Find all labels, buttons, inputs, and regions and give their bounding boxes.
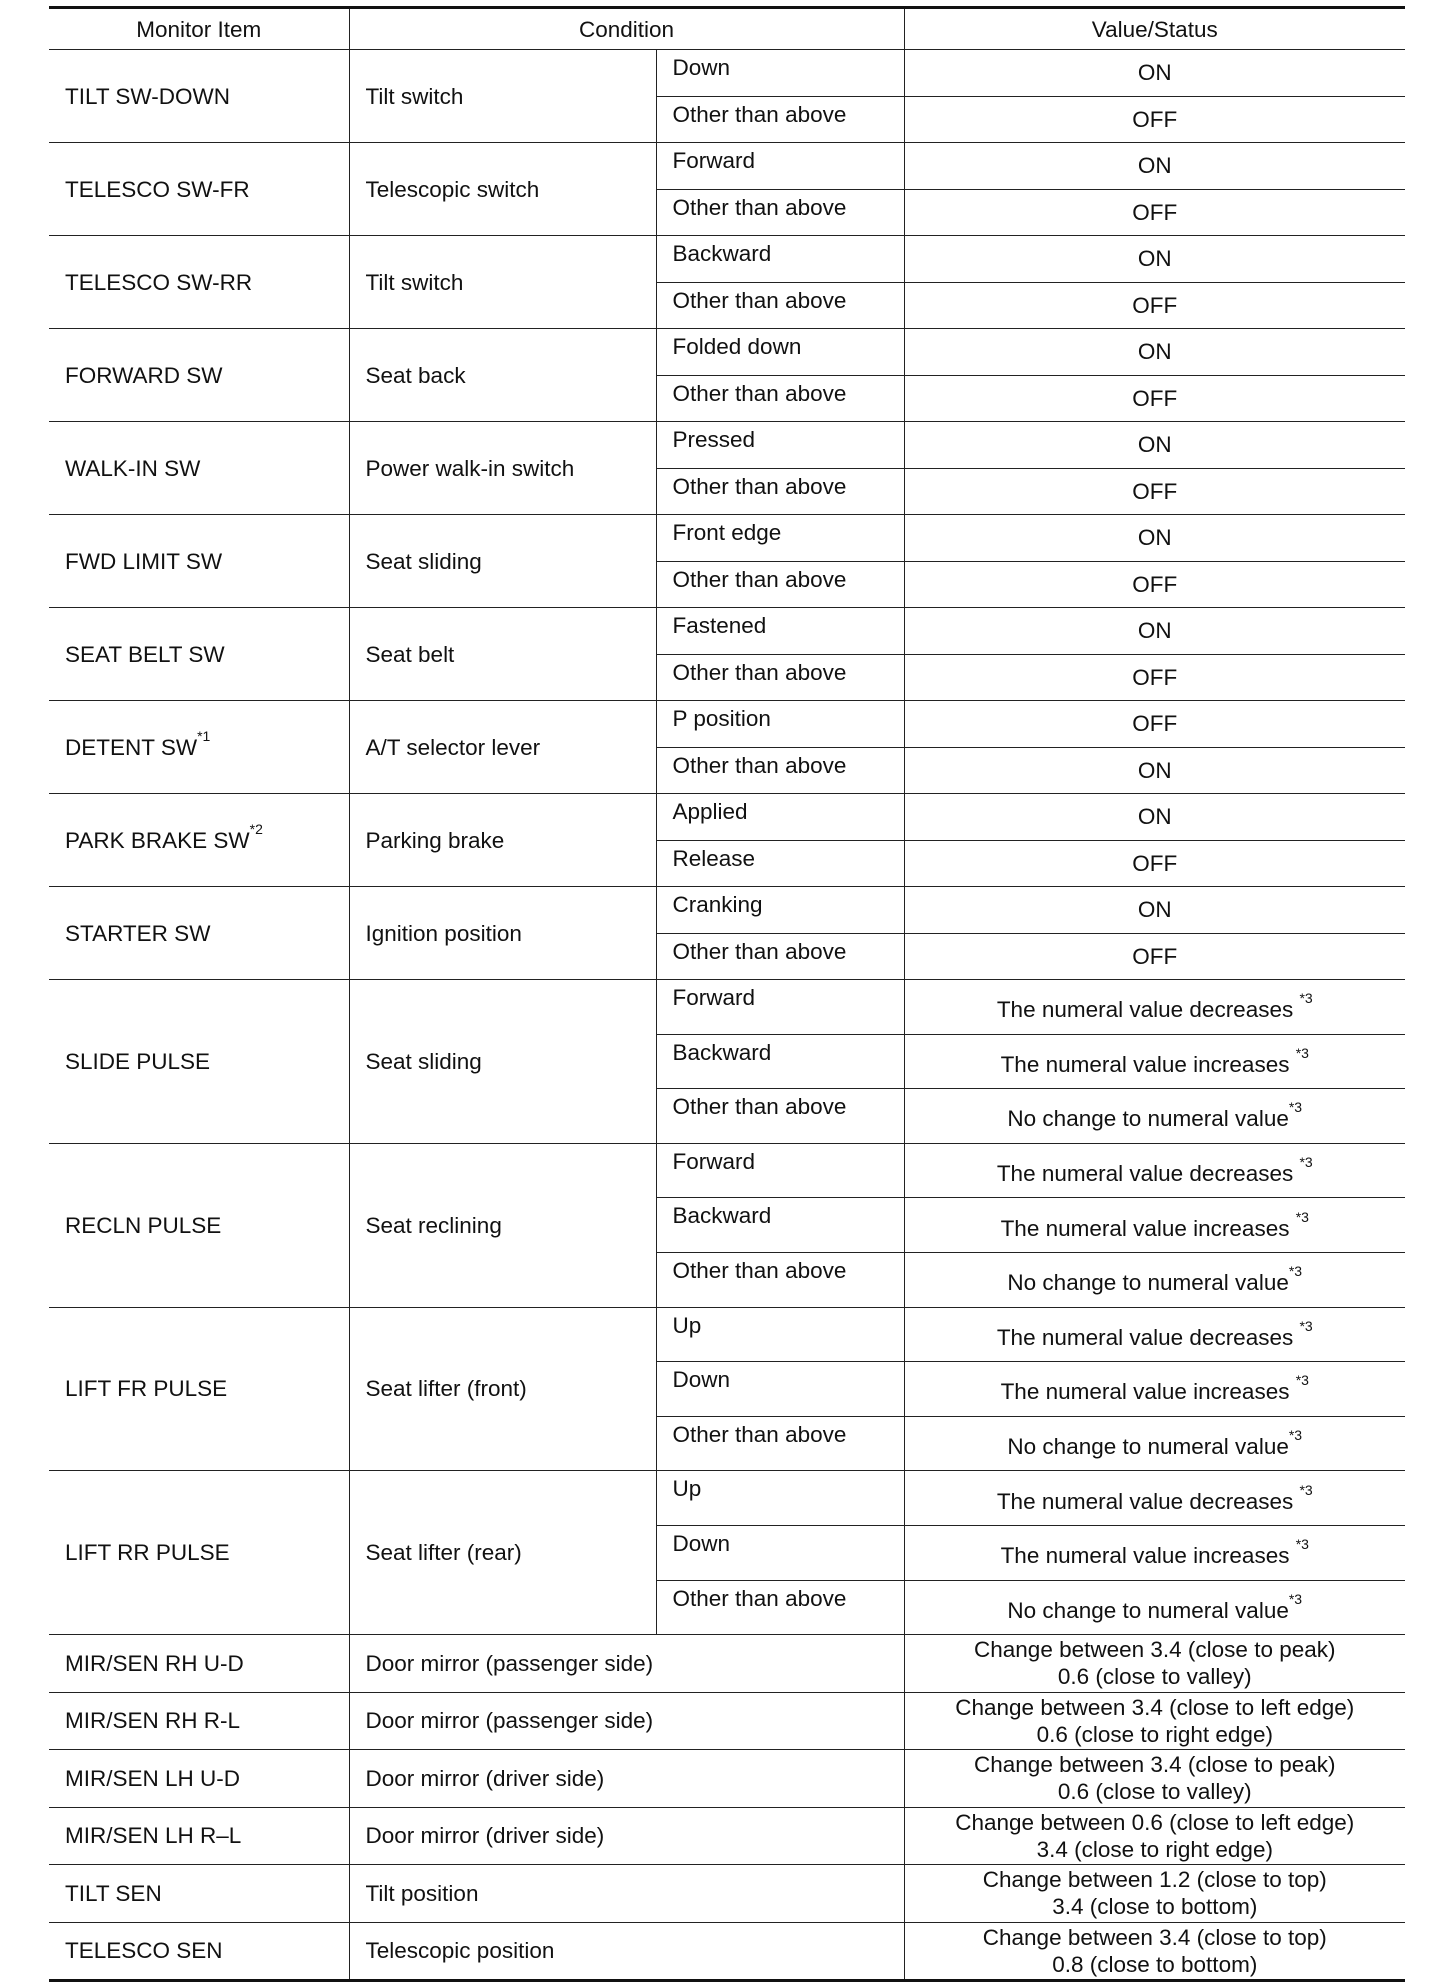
value-status: OFF (904, 468, 1405, 515)
table-row (49, 980, 1405, 1035)
table-row (49, 50, 1405, 97)
sub-condition: Up (656, 1307, 904, 1362)
monitor-item: SLIDE PULSE (49, 980, 349, 1144)
footnote-mark: *3 (1288, 1263, 1303, 1280)
condition: A/T selector lever (349, 701, 656, 794)
value-status: ON (904, 236, 1405, 283)
value-status: OFF (904, 189, 1405, 236)
sub-condition: Other than above (656, 468, 904, 515)
value-text: The numeral value decreases (996, 1488, 1300, 1514)
monitor-item: TILT SEN (49, 1865, 349, 1923)
sub-condition: Other than above (656, 1089, 904, 1144)
sub-condition: Other than above (656, 282, 904, 329)
value-text: The numeral value increases (1000, 1051, 1296, 1077)
condition: Seat sliding (349, 980, 656, 1144)
footnote-mark: *3 (1299, 1481, 1313, 1498)
value-status: ON (904, 608, 1405, 655)
sub-condition: Other than above (656, 96, 904, 143)
value-status: ON (904, 747, 1405, 794)
value-text: The numeral value increases (1000, 1215, 1296, 1241)
value-status (904, 1750, 1405, 1808)
value-status (904, 1922, 1405, 1981)
header-condition: Condition (349, 8, 904, 50)
value-line-1: Change between 3.4 (close to left edge) (955, 1694, 1355, 1720)
sub-condition: Other than above (656, 375, 904, 422)
monitor-item: WALK-IN SW (49, 422, 349, 515)
condition: Tilt position (349, 1865, 904, 1923)
monitor-item: TELESCO SEN (49, 1922, 349, 1981)
table-row (49, 701, 1405, 748)
value-text: The numeral value increases (1000, 1379, 1296, 1405)
value-line-2: 0.6 (close to right edge) (1036, 1721, 1273, 1747)
footnote-mark: *3 (1299, 1317, 1313, 1334)
header-row (49, 8, 1405, 50)
value-status (904, 1143, 1405, 1198)
sub-condition: Pressed (656, 422, 904, 469)
monitor-item: MIR/SEN RH R-L (49, 1692, 349, 1750)
value-status: OFF (904, 933, 1405, 980)
sub-condition: Fastened (656, 608, 904, 655)
value-status (904, 1089, 1405, 1144)
footnote-mark: *3 (1299, 990, 1313, 1007)
condition: Telescopic switch (349, 143, 656, 236)
value-status (904, 1198, 1405, 1253)
value-status: ON (904, 143, 1405, 190)
value-text: The numeral value increases (1000, 1543, 1296, 1569)
condition: Telescopic position (349, 1922, 904, 1981)
sub-condition: Forward (656, 980, 904, 1035)
table-row (49, 329, 1405, 376)
monitor-table (49, 6, 1405, 1982)
footnote-mark: *3 (1288, 1427, 1303, 1444)
value-status (904, 1807, 1405, 1865)
table-row (49, 1750, 1405, 1808)
value-text: No change to numeral value (1007, 1434, 1289, 1460)
value-text: The numeral value decreases (996, 997, 1300, 1023)
table-row (49, 1865, 1405, 1923)
monitor-item: MIR/SEN RH U-D (49, 1635, 349, 1693)
value-status (904, 1416, 1405, 1471)
value-status: OFF (904, 96, 1405, 143)
condition: Seat reclining (349, 1143, 656, 1307)
footnote-mark: *3 (1295, 1044, 1309, 1061)
sub-condition: Release (656, 840, 904, 887)
sub-condition: Forward (656, 1143, 904, 1198)
table-row (49, 1143, 1405, 1198)
header-monitor-item: Monitor Item (49, 8, 349, 50)
value-status (904, 1471, 1405, 1526)
footnote-mark: *3 (1295, 1536, 1309, 1553)
value-status (904, 1252, 1405, 1307)
condition: Seat lifter (rear) (349, 1471, 656, 1635)
sub-condition: Down (656, 1362, 904, 1417)
value-status (904, 1362, 1405, 1417)
value-line-1: Change between 3.4 (close to peak) (974, 1637, 1336, 1663)
value-status: ON (904, 422, 1405, 469)
value-status: OFF (904, 561, 1405, 608)
sub-condition: Other than above (656, 654, 904, 701)
condition: Seat lifter (front) (349, 1307, 656, 1471)
sub-condition: Front edge (656, 515, 904, 562)
value-status: ON (904, 329, 1405, 376)
value-text: No change to numeral value (1007, 1270, 1289, 1296)
header-value-status: Value/Status (904, 8, 1405, 50)
monitor-item-label: PARK BRAKE SW (65, 827, 250, 853)
monitor-item: FWD LIMIT SW (49, 515, 349, 608)
value-status: ON (904, 515, 1405, 562)
monitor-item: TELESCO SW-RR (49, 236, 349, 329)
sub-condition: Down (656, 1525, 904, 1580)
condition: Door mirror (driver side) (349, 1807, 904, 1865)
table-row (49, 608, 1405, 655)
value-text: The numeral value decreases (996, 1161, 1300, 1187)
value-status: ON (904, 887, 1405, 934)
value-status (904, 1635, 1405, 1693)
table-row (49, 794, 1405, 841)
monitor-item: RECLN PULSE (49, 1143, 349, 1307)
sub-condition: Other than above (656, 189, 904, 236)
monitor-item-label: DETENT SW (65, 734, 198, 760)
sub-condition: Other than above (656, 1580, 904, 1635)
value-status (904, 1525, 1405, 1580)
value-line-1: Change between 1.2 (close to top) (982, 1867, 1327, 1893)
monitor-item: TILT SW-DOWN (49, 50, 349, 143)
condition: Door mirror (driver side) (349, 1750, 904, 1808)
value-line-2: 3.4 (close to bottom) (1052, 1894, 1258, 1920)
footnote-mark: *3 (1295, 1372, 1309, 1389)
sub-condition: Backward (656, 236, 904, 283)
value-text: The numeral value decreases (996, 1324, 1300, 1350)
condition: Door mirror (passenger side) (349, 1635, 904, 1693)
value-status (904, 1034, 1405, 1089)
condition: Seat sliding (349, 515, 656, 608)
sub-condition: Other than above (656, 1416, 904, 1471)
monitor-item: TELESCO SW-FR (49, 143, 349, 236)
value-status: OFF (904, 701, 1405, 748)
condition: Parking brake (349, 794, 656, 887)
value-status: OFF (904, 282, 1405, 329)
value-line-2: 0.8 (close to bottom) (1052, 1951, 1258, 1977)
monitor-item: MIR/SEN LH R–L (49, 1807, 349, 1865)
monitor-item (49, 701, 349, 794)
sub-condition: Cranking (656, 887, 904, 934)
table-row (49, 422, 1405, 469)
value-status: ON (904, 50, 1405, 97)
value-status: OFF (904, 654, 1405, 701)
sub-condition: Folded down (656, 329, 904, 376)
sub-condition: Other than above (656, 1252, 904, 1307)
monitor-item: MIR/SEN LH U-D (49, 1750, 349, 1808)
sub-condition: Backward (656, 1198, 904, 1253)
footnote-mark: *3 (1288, 1099, 1303, 1116)
table-row (49, 887, 1405, 934)
table-row (49, 515, 1405, 562)
value-status (904, 1580, 1405, 1635)
sub-condition: Forward (656, 143, 904, 190)
value-line-2: 3.4 (close to right edge) (1036, 1836, 1273, 1862)
sub-condition: Other than above (656, 747, 904, 794)
value-status (904, 1865, 1405, 1923)
value-line-1: Change between 3.4 (close to top) (982, 1924, 1327, 1950)
table-row (49, 1692, 1405, 1750)
footnote-mark: *3 (1299, 1154, 1313, 1171)
monitor-item (49, 794, 349, 887)
condition: Ignition position (349, 887, 656, 980)
footnote-mark: *1 (197, 727, 211, 744)
value-status (904, 1692, 1405, 1750)
monitor-item: FORWARD SW (49, 329, 349, 422)
value-status: OFF (904, 840, 1405, 887)
footnote-mark: *3 (1295, 1208, 1309, 1225)
sub-condition: P position (656, 701, 904, 748)
value-text: No change to numeral value (1007, 1597, 1289, 1623)
table-row (49, 1307, 1405, 1362)
table-row (49, 1807, 1405, 1865)
monitor-item: LIFT RR PULSE (49, 1471, 349, 1635)
condition: Door mirror (passenger side) (349, 1692, 904, 1750)
condition: Seat back (349, 329, 656, 422)
condition: Tilt switch (349, 50, 656, 143)
value-status (904, 980, 1405, 1035)
sub-condition: Other than above (656, 561, 904, 608)
monitor-item: LIFT FR PULSE (49, 1307, 349, 1471)
value-status: ON (904, 794, 1405, 841)
footnote-mark: *3 (1288, 1590, 1303, 1607)
table-row (49, 143, 1405, 190)
table-row (49, 1635, 1405, 1693)
sub-condition: Other than above (656, 933, 904, 980)
condition: Power walk-in switch (349, 422, 656, 515)
table-row (49, 1922, 1405, 1981)
monitor-item: STARTER SW (49, 887, 349, 980)
value-text: No change to numeral value (1007, 1106, 1289, 1132)
table-row (49, 236, 1405, 283)
sub-condition: Applied (656, 794, 904, 841)
value-status (904, 1307, 1405, 1362)
monitor-item: SEAT BELT SW (49, 608, 349, 701)
value-line-1: Change between 0.6 (close to left edge) (955, 1809, 1355, 1835)
value-status: OFF (904, 375, 1405, 422)
condition: Seat belt (349, 608, 656, 701)
sub-condition: Down (656, 50, 904, 97)
value-line-1: Change between 3.4 (close to peak) (974, 1752, 1336, 1778)
value-line-2: 0.6 (close to valley) (1057, 1779, 1252, 1805)
value-line-2: 0.6 (close to valley) (1057, 1664, 1252, 1690)
sub-condition: Up (656, 1471, 904, 1526)
sub-condition: Backward (656, 1034, 904, 1089)
condition: Tilt switch (349, 236, 656, 329)
table-row (49, 1471, 1405, 1526)
footnote-mark: *2 (249, 820, 263, 837)
